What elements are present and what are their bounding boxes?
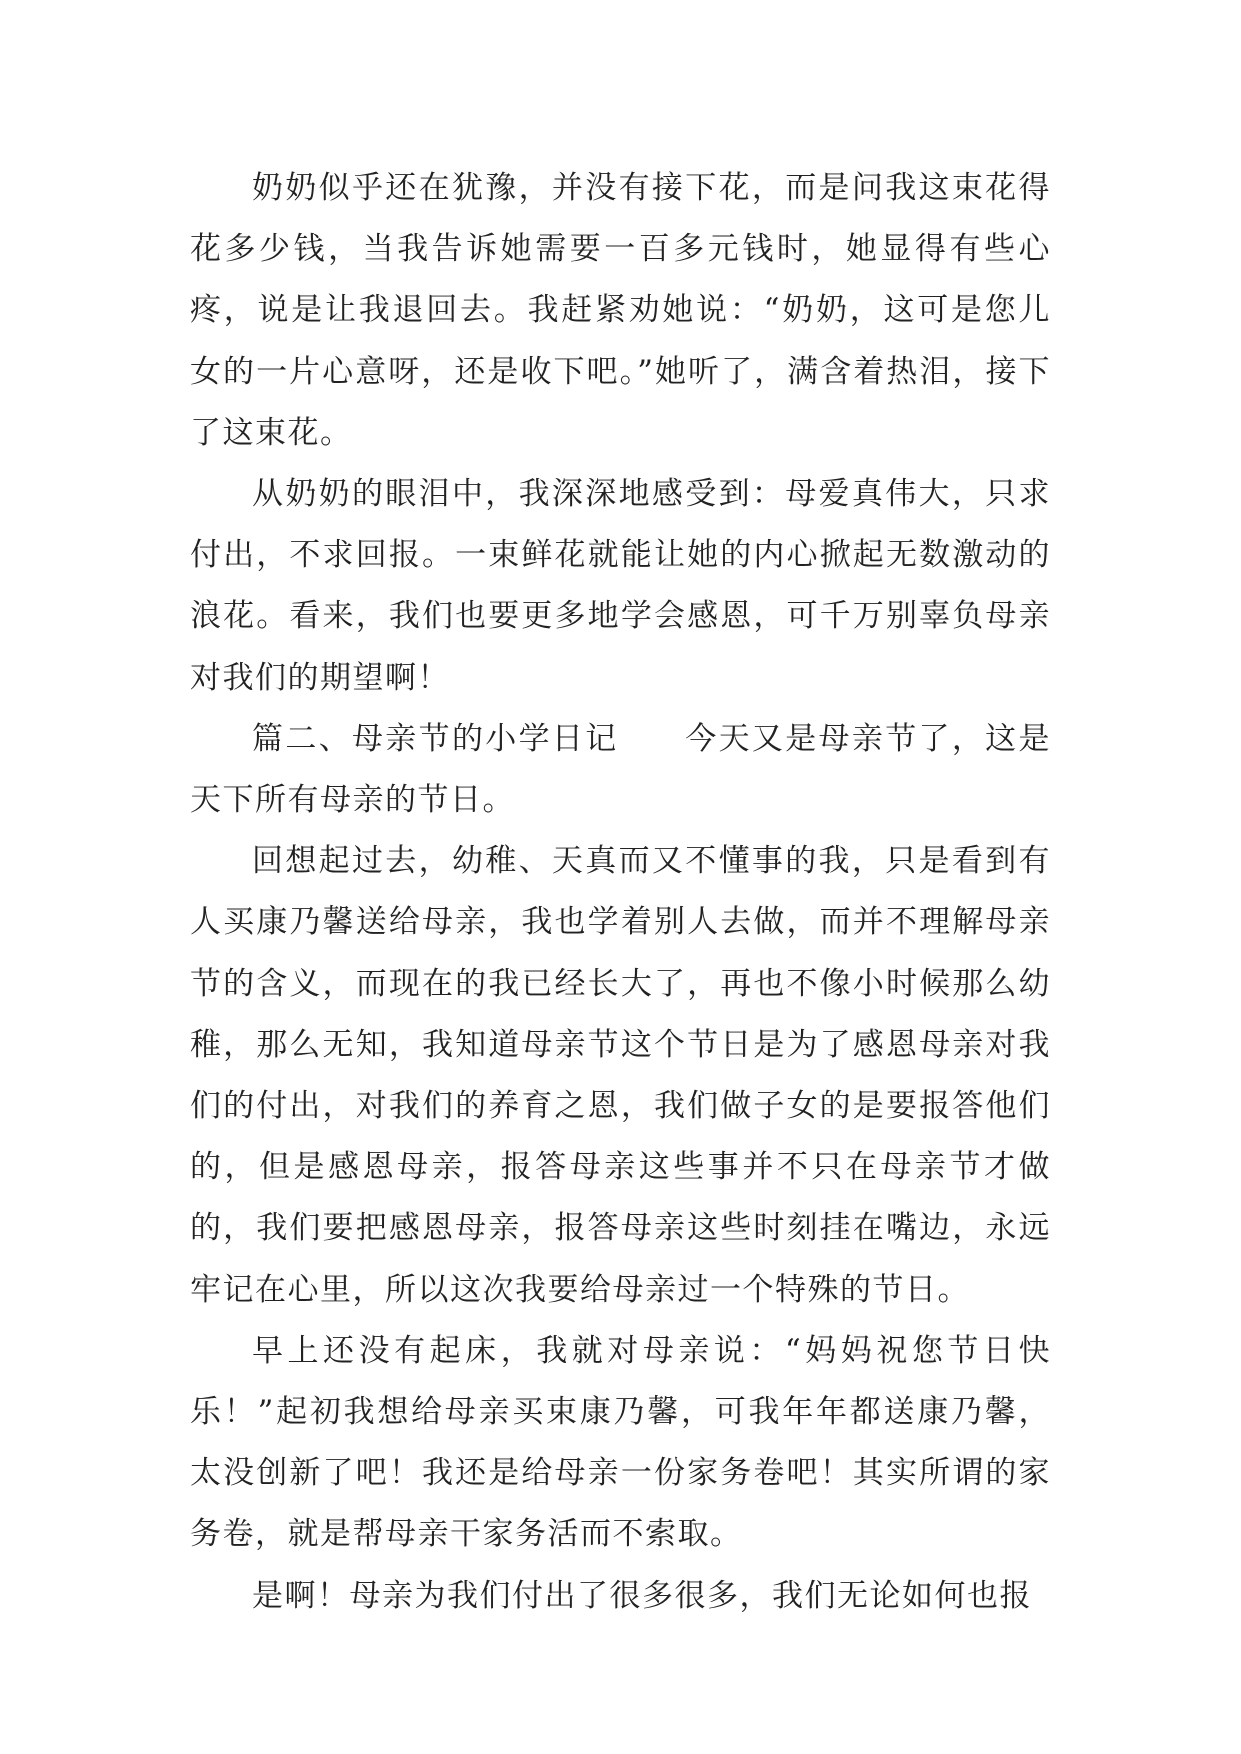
paragraph-4: 回想起过去，幼稚、天真而又不懂事的我，只是看到有人买康乃馨送给母亲，我也学着别人去做，而并不理解母亲节的含义，而现在的我已经长大了，再也不像小时候那么幼稚，那么无知，我知道母亲节这个节日是为了感恩母亲对我们的付出，对我们的养育之恩，我们做子女的是要报答他们的，但是感恩母亲，报答母亲这些事并不只在母亲节才做的，我们要把感恩母亲，报答母亲这些时刻挂在嘴边，永远牢记在心里，所以这次我要给母亲过一个特殊的节日。 [190, 843, 1051, 1308]
paragraph-5: 早上还没有起床，我就对母亲说：“妈妈祝您节日快乐！”起初我想给母亲买束康乃馨，可我年年都送康乃馨，太没创新了吧！我还是给母亲一份家务卷吧！其实所谓的家务卷，就是帮母亲干家务活而不索取。 [190, 1332, 1051, 1553]
paragraph-6: 是啊！母亲为我们付出了很多很多，我们无论如何也报 [252, 1577, 1032, 1614]
paragraph-1: 奶奶似乎还在犹豫，并没有接下花，而是问我这束花得花多少钱，当我告诉她需要一百多元钱时，她显得有些心疼，说是让我退回去。我赶紧劝她说：“奶奶，这可是您儿女的一片心意呀，还是收下吧。”她听了，满含着热泪，接下了这束花。 [190, 170, 1051, 451]
document-body [190, 158, 1051, 1627]
paragraph-2: 从奶奶的眼泪中，我深深地感受到：母爱真伟大，只求付出，不求回报。一束鲜花就能让她的内心掀起无数激动的浪花。看来，我们也要更多地学会感恩，可千万别辜负母亲对我们的期望啊！ [190, 476, 1051, 696]
paragraph-3: 篇二、母亲节的小学日记 今天又是母亲节了，这是天下所有母亲的节日。 [190, 720, 1051, 819]
